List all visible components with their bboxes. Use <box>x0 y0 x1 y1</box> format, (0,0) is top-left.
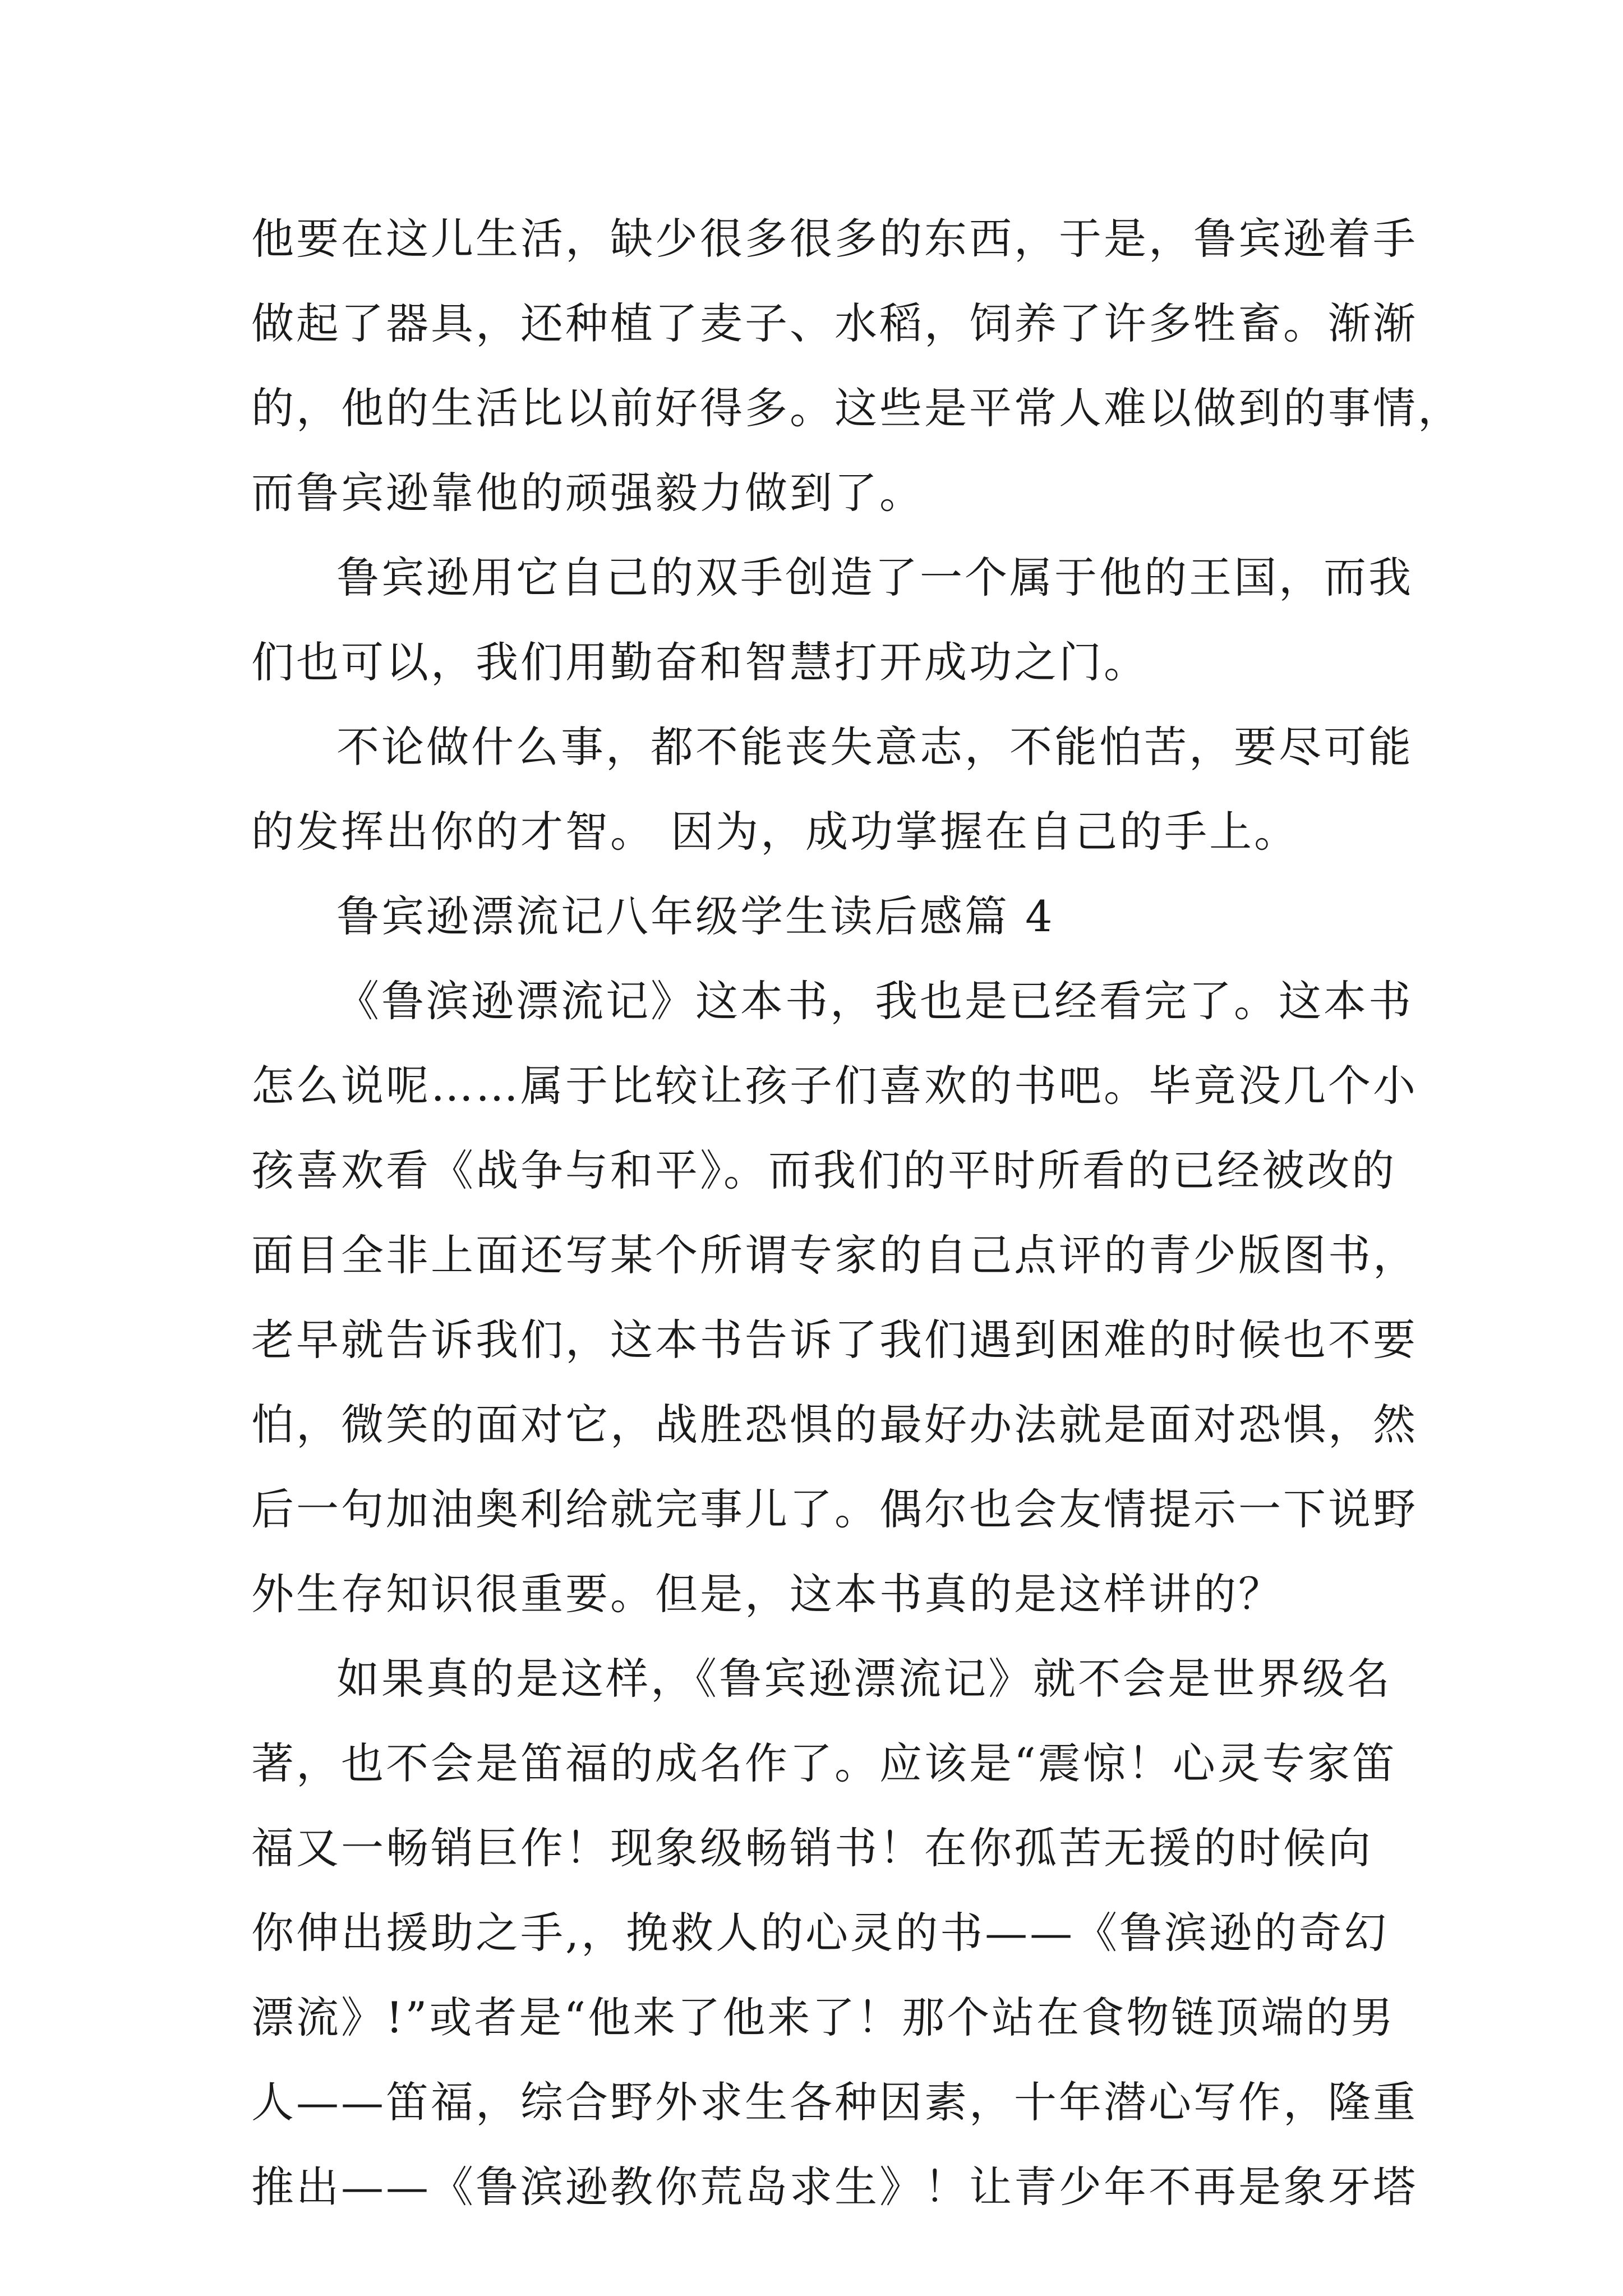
text-line-2: 做起了器具，还种植了麦子、水稻，饲养了许多牲畜。渐渐 <box>251 298 1418 348</box>
text-line-13: 面目全非上面还写某个所谓专家的自己点评的青少版图书， <box>251 1230 1418 1280</box>
section-heading: 鲁宾逊漂流记八年级学生读后感篇 4 <box>336 891 1055 941</box>
text-line-10: 《鲁滨逊漂流记》这本书，我也是已经看完了。这本书 <box>336 976 1413 1026</box>
text-line-22: 漂流》!”或者是“他来了他来了！那个站在食物链顶端的男 <box>251 1993 1396 2042</box>
text-line-23: 人——笛福，综合野外求生各种因素，十年潜心写作，隆重 <box>251 2077 1418 2127</box>
document-body <box>251 196 1463 2229</box>
text-line-8: 的发挥出你的才智。 因为，成功掌握在自己的手上。 <box>251 807 1299 857</box>
text-line-19: 著，也不会是笛福的成名作了。应该是“震惊！心灵专家笛 <box>251 1738 1397 1788</box>
text-line-24: 推出——《鲁滨逊教你荒岛求生》！让青少年不再是象牙塔 <box>251 2162 1418 2212</box>
text-line-1: 他要在这儿生活，缺少很多很多的东西，于是，鲁宾逊着手 <box>251 214 1418 264</box>
text-line-7: 不论做什么事，都不能丧失意志，不能怕苦，要尽可能 <box>336 722 1413 772</box>
text-line-17: 外生存知识很重要。但是，这本书真的是这样讲的？ <box>251 1569 1283 1619</box>
text-line-6: 们也可以，我们用勤奋和智慧打开成功之门。 <box>251 637 1149 687</box>
text-line-4: 而鲁宾逊靠他的顽强毅力做到了。 <box>251 468 924 518</box>
text-line-12: 孩喜欢看《战争与和平》。而我们的平时所看的已经被改的 <box>251 1145 1396 1195</box>
text-line-16: 后一句加油奥利给就完事儿了。偶尔也会友情提示一下说野 <box>251 1484 1418 1534</box>
text-line-11: 怎么说呢……属于比较让孩子们喜欢的书吧。毕竟没几个小 <box>251 1061 1418 1111</box>
text-line-18: 如果真的是这样，《鲁宾逊漂流记》就不会是世界级名 <box>336 1654 1392 1704</box>
text-line-14: 老早就告诉我们，这本书告诉了我们遇到困难的时候也不要 <box>251 1315 1418 1365</box>
text-line-21: 你伸出援助之手,，挽救人的心灵的书——《鲁滨逊的奇幻 <box>251 1908 1389 1958</box>
text-line-5: 鲁宾逊用它自己的双手创造了一个属于他的王国，而我 <box>336 553 1413 602</box>
text-line-20: 福又一畅销巨作！现象级畅销书！在你孤苦无援的时候向 <box>251 1823 1373 1873</box>
text-line-15: 怕，微笑的面对它，战胜恐惧的最好办法就是面对恐惧，然 <box>251 1400 1418 1450</box>
text-line-3: 的，他的生活比以前好得多。这些是平常人难以做到的事情， <box>251 383 1463 433</box>
